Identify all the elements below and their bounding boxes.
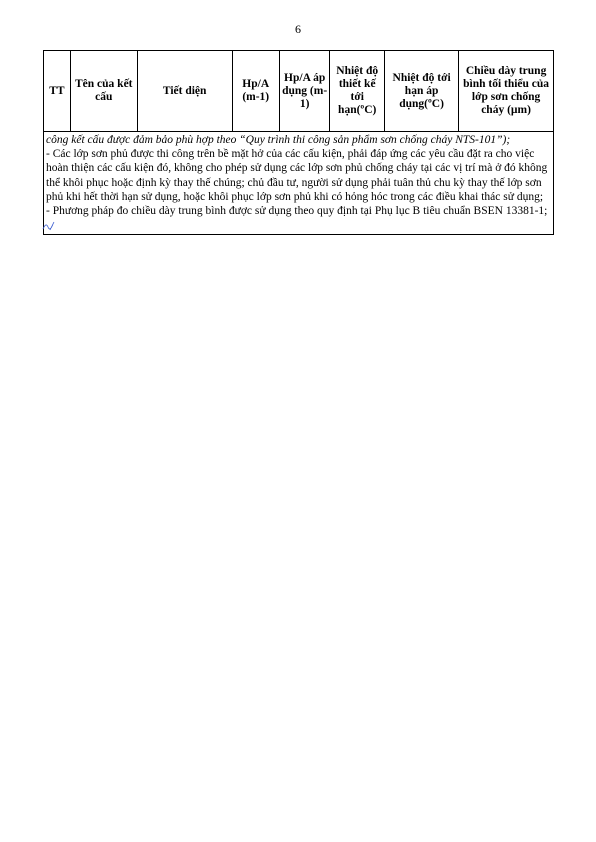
note-text: - Phương pháp đo chiều dày trung bình được sử dụng theo quy định tại Phụ lục B tiêu chuẩn BSEN 13381-1; — [46, 205, 548, 218]
header-chieu-day: Chiều dày trung bình tối thiểu của lớp sơn chống cháy (µm) — [459, 51, 554, 132]
table-header-row — [44, 51, 554, 132]
fire-protection-table — [43, 50, 554, 235]
header-hp-a: Hp/A (m-1) — [232, 51, 279, 132]
header-hp-a-ap-dung: Hp/A áp dụng (m-1) — [279, 51, 329, 132]
note-line — [46, 204, 551, 232]
header-tiet-dien: Tiết diện — [137, 51, 232, 132]
header-ten-ket-cau: Tên của kết cấu — [70, 51, 137, 132]
notes-cell — [44, 132, 554, 235]
header-nhiet-do-ap-dung: Nhiệt độ tới hạn áp dụng(ºC) — [385, 51, 459, 132]
signature-mark-icon — [42, 221, 56, 231]
note-line: - Các lớp sơn phủ được thi công trên bề mặt hở của các cấu kiện, phải đáp ứng các yêu cầu đặt ra cho việc hoàn thiện các cấu kiện đó, không cho phép sử dụng các lớp sơn phủ chống cháy tại các vị trí mà ở đó không thể khôi phục hoặc định kỳ thay thế chúng; chủ đầu tư, người sử dụng phải tuân thủ chu kỳ thay thế lớp sơn phủ khi hết thời hạn sử dụng, hoặc khôi phục lớp sơn phủ khi có hỏng hóc trong các điều khai thác sử dụng; — [46, 148, 548, 203]
header-tt: TT — [44, 51, 71, 132]
header-nhiet-do-thiet-ke: Nhiệt độ thiết kế tới hạn(ºC) — [330, 51, 385, 132]
page-number: 6 — [295, 22, 301, 36]
notes-row — [44, 132, 554, 235]
note-line: công kết cấu được đảm bảo phù hợp theo “Quy trình thi công sản phẩm sơn chống cháy NTS-101”); — [46, 134, 511, 146]
